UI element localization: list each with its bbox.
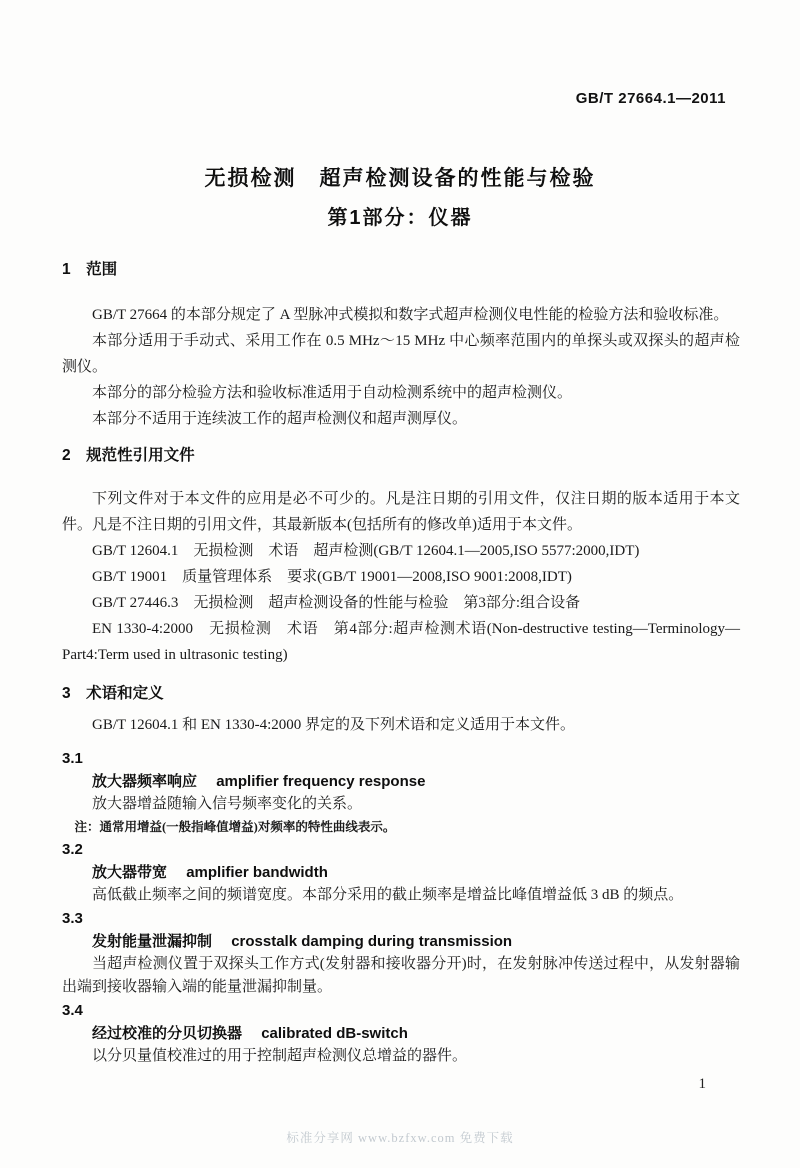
term-name-cn: 放大器频率响应 xyxy=(92,773,198,790)
section-1-paragraph-4: 本部分不适用于连续波工作的超声检测仪和超声测厚仪。 xyxy=(92,411,468,427)
section-2-intro: 下列文件对于本文件的应用是必不可少的。凡是注日期的引用文件，仅注日期的版本适用于本文件。凡是不注日期的引用文件，其最新版本(包括所有的修改单)适用于本文件。 xyxy=(62,491,740,533)
page-number: 1 xyxy=(698,1076,706,1092)
term-3-1 xyxy=(62,747,740,838)
term-definition: 当超声检测仪置于双探头工作方式(发射器和接收器分开)时，在发射脉冲传送过程中，从发射器输出端到接收器输入端的能量泄漏抑制量。 xyxy=(62,956,740,995)
term-name xyxy=(62,930,740,953)
title-line-1: 无损检测 超声检测设备的性能与检验 xyxy=(204,167,596,190)
term-name xyxy=(62,861,740,884)
term-name-en: calibrated dB-switch xyxy=(261,1025,408,1042)
term-3-3 xyxy=(62,907,740,999)
title-line-2: 第1部分：仪器 xyxy=(327,207,473,229)
term-name-en: amplifier frequency response xyxy=(216,773,426,790)
section-3-heading: 3 术语和定义 xyxy=(62,685,164,702)
watermark-text: 标准分享网 www.bzfxw.com 免费下载 xyxy=(286,1131,514,1145)
term-name-en: amplifier bandwidth xyxy=(186,864,328,881)
term-definition: 放大器增益随输入信号频率变化的关系。 xyxy=(92,796,363,812)
term-name-cn: 放大器带宽 xyxy=(92,864,168,881)
term-note: 注：通常用增益(一般指峰值增益)对频率的特性曲线表示。 xyxy=(74,820,396,834)
section-2-heading: 2 规范性引用文件 xyxy=(62,447,195,464)
term-3-2 xyxy=(62,838,740,907)
section-3-intro: GB/T 12604.1 和 EN 1330-4:2000 界定的及下列术语和定义适用于本文件。 xyxy=(92,717,576,733)
term-definition: 以分贝量值校准过的用于控制超声检测仪总增益的器件。 xyxy=(92,1048,468,1064)
term-name xyxy=(62,1022,740,1045)
term-definition: 高低截止频率之间的频谱宽度。本部分采用的截止频率是增益比峰值增益低 3 dB 的频点。 xyxy=(92,887,684,903)
term-number: 3.3 xyxy=(62,910,83,927)
section-1-paragraph-2: 本部分适用于手动式、采用工作在 0.5 MHz～15 MHz 中心频率范围内的单探头或双探头的超声检测仪。 xyxy=(62,333,740,375)
section-1-paragraph-3: 本部分的部分检验方法和验收标准适用于自动检测系统中的超声检测仪。 xyxy=(92,385,573,401)
document-title xyxy=(0,162,800,230)
section-3 xyxy=(62,684,740,1068)
term-name xyxy=(62,770,740,793)
reference-item-1: GB/T 12604.1 无损检测 术语 超声检测(GB/T 12604.1—2005,ISO 5577:2000,IDT) xyxy=(92,543,640,559)
document-body xyxy=(62,258,740,1068)
term-name-cn: 经过校准的分贝切换器 xyxy=(92,1025,243,1042)
term-number: 3.1 xyxy=(62,750,83,767)
section-1-paragraph-1: GB/T 27664 的本部分规定了 A 型脉冲式模拟和数字式超声检测仪电性能的检验方法和验收标准。 xyxy=(92,307,729,323)
term-number: 3.4 xyxy=(62,1002,83,1019)
term-3-4 xyxy=(62,999,740,1068)
term-name-en: crosstalk damping during transmission xyxy=(231,933,513,950)
reference-item-2: GB/T 19001 质量管理体系 要求(GB/T 19001—2008,ISO 9001:2008,IDT) xyxy=(92,569,572,585)
section-1-heading: 1 范围 xyxy=(62,261,118,278)
term-number: 3.2 xyxy=(62,841,83,858)
term-name-cn: 发射能量泄漏抑制 xyxy=(92,933,213,950)
terms-list xyxy=(62,747,740,1068)
reference-item-4: EN 1330-4:2000 无损检测 术语 第4部分:超声检测术语(Non-destructive testing—Terminology—Part4:Term used in ultrasonic testing) xyxy=(62,621,740,663)
reference-item-3: GB/T 27446.3 无损检测 超声检测设备的性能与检验 第3部分:组合设备 xyxy=(92,595,581,611)
standard-code: GB/T 27664.1—2011 xyxy=(575,90,726,107)
